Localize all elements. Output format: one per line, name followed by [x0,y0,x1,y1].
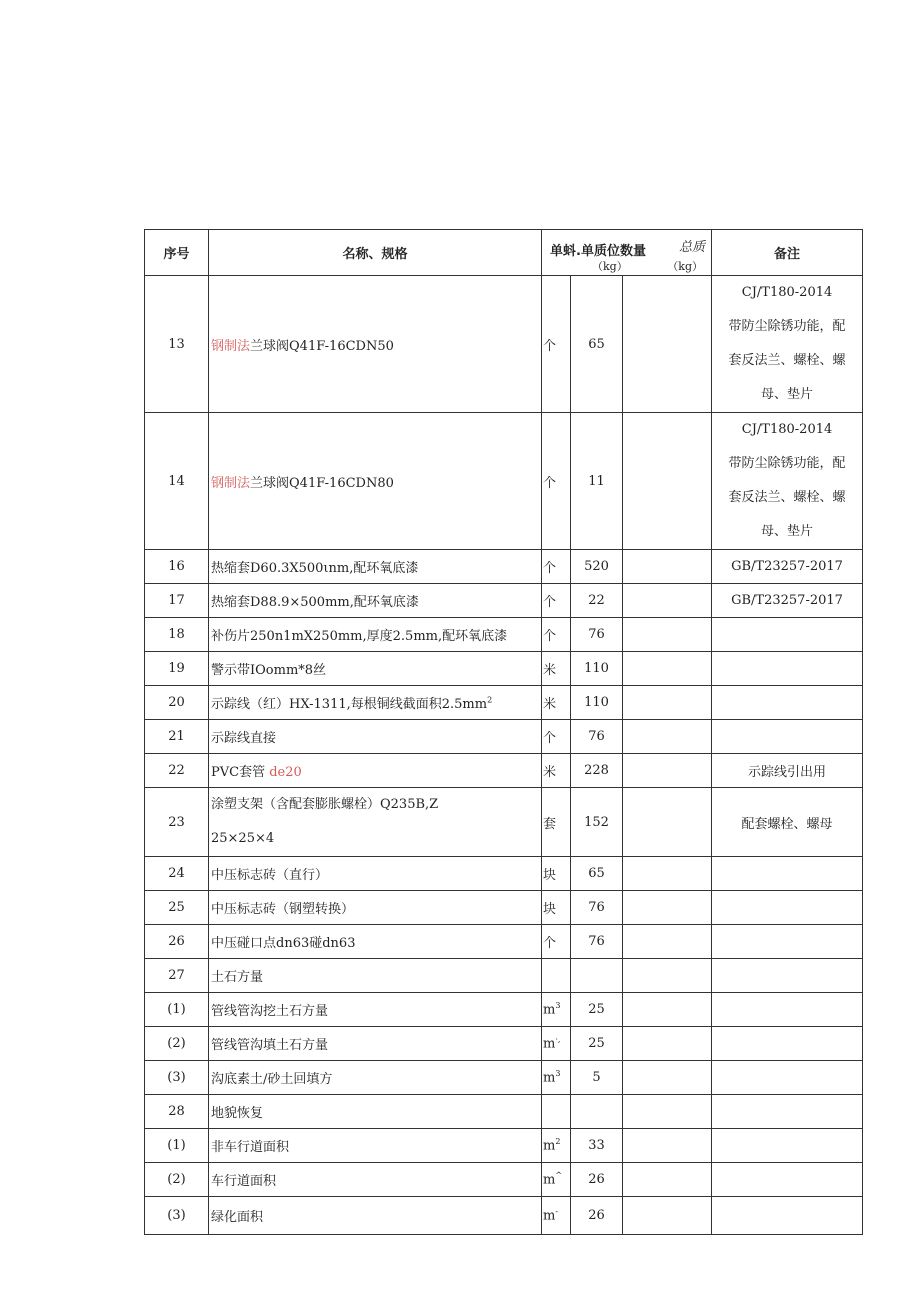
row-total [623,959,712,993]
row-seq: 22 [145,754,209,788]
header-unit-mass-qty-label: 单蚪.单质位数量 [550,244,646,259]
note-line: 母、垫片 [761,524,814,539]
header-total: 总质 [679,240,706,255]
row-note: GB/T23257-2017 [712,550,863,584]
row-mass: 65 [571,276,623,413]
note-line: 带防尘除锈功能，配 [728,319,846,334]
row-seq: 25 [145,891,209,925]
header-seq: 序号 [145,230,209,276]
row-mass: 76 [571,618,623,652]
table-row [145,618,863,652]
row-total [623,686,712,720]
note-line: CJ/T180-2014 [741,422,833,437]
row-seq: 17 [145,584,209,618]
header-note: 备注 [712,230,863,276]
row-name: 中压标志砖（直行） [209,857,542,891]
row-note [712,1163,863,1197]
table-row [145,720,863,754]
row-mass: 76 [571,720,623,754]
row-mass: 76 [571,891,623,925]
row-mass [571,1095,623,1129]
row-note [712,720,863,754]
unit-text: m [543,1172,556,1188]
row-unit: 个 [542,276,571,413]
row-note [712,686,863,720]
row-unit: 块 [542,857,571,891]
row-unit [542,1027,571,1061]
row-note [712,891,863,925]
row-name: 车行道面积 [209,1163,542,1197]
row-seq: 26 [145,925,209,959]
row-name: 管线管沟填土石方量 [209,1027,542,1061]
header-row [145,230,863,276]
row-seq: (1) [145,1129,209,1163]
row-name: 补伤片250n1mX250mm,厚度2.5mm,配环氧底漆 [209,618,542,652]
row-note [712,857,863,891]
row-seq: 27 [145,959,209,993]
row-unit: 个 [542,925,571,959]
row-seq: (2) [145,1163,209,1197]
row-unit: 套 [542,788,571,857]
unit-sup: 3 [555,1001,561,1011]
table-row [145,857,863,891]
row-unit [542,959,571,993]
row-name-text: 示踪线（红）HX-1311,每根铜线截面积2.5mm [211,697,488,712]
row-name: 非车行道面积 [209,1129,542,1163]
row-unit: 块 [542,891,571,925]
row-total [623,652,712,686]
note-line: 带防尘除锈功能，配 [728,456,846,471]
table-row [145,925,863,959]
row-unit: 个 [542,413,571,550]
row-note [712,1197,863,1235]
note-line: 套反法兰、螺栓、螺 [728,353,846,368]
row-name [209,413,542,550]
table-row [145,1197,863,1235]
row-seq: 24 [145,857,209,891]
row-note [712,1095,863,1129]
row-total [623,788,712,857]
table-row [145,754,863,788]
row-seq: 14 [145,413,209,550]
row-total [623,1027,712,1061]
row-name-red: de20 [269,765,302,780]
row-name: 地貌恢复 [209,1095,542,1129]
row-mass: 520 [571,550,623,584]
row-seq: 19 [145,652,209,686]
row-unit [542,1095,571,1129]
row-total [623,857,712,891]
row-seq: (3) [145,1197,209,1235]
row-note [712,925,863,959]
row-name: 示踪线直接 [209,720,542,754]
row-name: 管线管沟挖土石方量 [209,993,542,1027]
row-unit [542,1197,571,1235]
row-name: 热缩套D60.3X500ιnm,配环氧底漆 [209,550,542,584]
row-note [712,993,863,1027]
row-seq: 28 [145,1095,209,1129]
row-seq: 21 [145,720,209,754]
row-total [623,993,712,1027]
row-total [623,276,712,413]
table-row [145,550,863,584]
unit-sup: ^ [555,1171,563,1181]
unit-text: m [543,1070,556,1086]
row-name-text: 兰球阀Q41F-16CDN50 [250,338,394,354]
table-row [145,1027,863,1061]
unit-text: m [543,1036,556,1052]
table-row [145,959,863,993]
row-name-text: 兰球阀Q41F-16CDN80 [250,475,394,491]
row-name: 警示带IOomm*8丝 [209,652,542,686]
row-seq: (1) [145,993,209,1027]
table-row [145,1095,863,1129]
row-mass: 152 [571,788,623,857]
row-seq: 23 [145,788,209,857]
row-seq: (2) [145,1027,209,1061]
row-unit: 米 [542,686,571,720]
row-mass: 228 [571,754,623,788]
row-unit: 米 [542,754,571,788]
row-name-red: 钢制法 [211,475,251,491]
table-row [145,788,863,857]
row-name [209,754,542,788]
row-name [209,686,542,720]
row-unit: 个 [542,550,571,584]
row-total [623,925,712,959]
row-mass [571,959,623,993]
row-total [623,413,712,550]
name-line: 25×25×4 [211,831,275,846]
row-mass: 11 [571,413,623,550]
row-name: 绿化面积 [209,1197,542,1235]
row-note [712,652,863,686]
row-unit: 个 [542,720,571,754]
name-line: 涂塑支架（含配套膨胀螺栓）Q235B,Z [211,797,439,812]
table-row [145,584,863,618]
table-row [145,1129,863,1163]
row-mass: 22 [571,584,623,618]
row-total [623,618,712,652]
row-mass: 5 [571,1061,623,1095]
row-note [712,959,863,993]
row-unit [542,1163,571,1197]
row-name-red: 钢制法 [211,338,251,354]
row-total [623,754,712,788]
row-name-sup: 2 [487,695,493,705]
table-row [145,891,863,925]
row-seq: (3) [145,1061,209,1095]
row-total [623,1095,712,1129]
note-line: 套反法兰、螺栓、螺 [728,490,846,505]
row-note [712,276,863,413]
table-row [145,1163,863,1197]
row-mass: 25 [571,1027,623,1061]
header-mass-unit: （kg） [592,260,628,273]
row-total [623,720,712,754]
row-note: 配套螺栓、螺母 [712,788,863,857]
row-unit: 个 [542,584,571,618]
unit-sup: - [555,1207,559,1217]
unit-sup: ·, [555,1035,561,1045]
table-row [145,993,863,1027]
unit-text: m [543,1208,556,1224]
note-line: CJ/T180-2014 [741,285,833,300]
table-row [145,413,863,550]
row-unit: 米 [542,652,571,686]
row-mass: 110 [571,686,623,720]
row-note [712,1129,863,1163]
row-seq: 20 [145,686,209,720]
row-total [623,1061,712,1095]
row-total [623,891,712,925]
row-name: 沟底素土/砂土回填方 [209,1061,542,1095]
row-total [623,1129,712,1163]
table-row [145,1061,863,1095]
unit-sup: 3 [555,1069,561,1079]
row-name: 中压标志砖（钢塑转换） [209,891,542,925]
row-name-text: PVC套管 [211,765,266,780]
row-note: 示踪线引出用 [712,754,863,788]
note-line: 母、垫片 [761,387,814,402]
table-row [145,652,863,686]
header-total-unit: （kg） [667,260,704,273]
row-mass: 110 [571,652,623,686]
row-note [712,618,863,652]
row-total [623,1163,712,1197]
row-total [623,584,712,618]
row-unit [542,1061,571,1095]
row-unit: 个 [542,618,571,652]
row-name: 热缩套D88.9×500mm,配环氧底漆 [209,584,542,618]
unit-text: m [543,1138,556,1154]
row-unit [542,1129,571,1163]
row-name: 中压碰口点dn63碰dn63 [209,925,542,959]
row-name [209,788,542,857]
row-mass: 26 [571,1163,623,1197]
row-name [209,276,542,413]
unit-text: m [543,1002,556,1018]
header-unit-mass-qty [542,230,712,276]
row-name: 土石方量 [209,959,542,993]
row-total [623,550,712,584]
row-total [623,1197,712,1235]
row-seq: 18 [145,618,209,652]
row-seq: 13 [145,276,209,413]
row-note [712,1027,863,1061]
unit-sup: 2 [555,1137,561,1147]
row-mass: 33 [571,1129,623,1163]
table-row [145,686,863,720]
row-mass: 26 [571,1197,623,1235]
row-note [712,413,863,550]
row-note [712,1061,863,1095]
row-mass: 76 [571,925,623,959]
row-note: GB/T23257-2017 [712,584,863,618]
row-unit [542,993,571,1027]
materials-table [144,229,863,1235]
table-row [145,276,863,413]
row-seq: 16 [145,550,209,584]
row-mass: 25 [571,993,623,1027]
row-mass: 65 [571,857,623,891]
header-name: 名称、规格 [209,230,542,276]
